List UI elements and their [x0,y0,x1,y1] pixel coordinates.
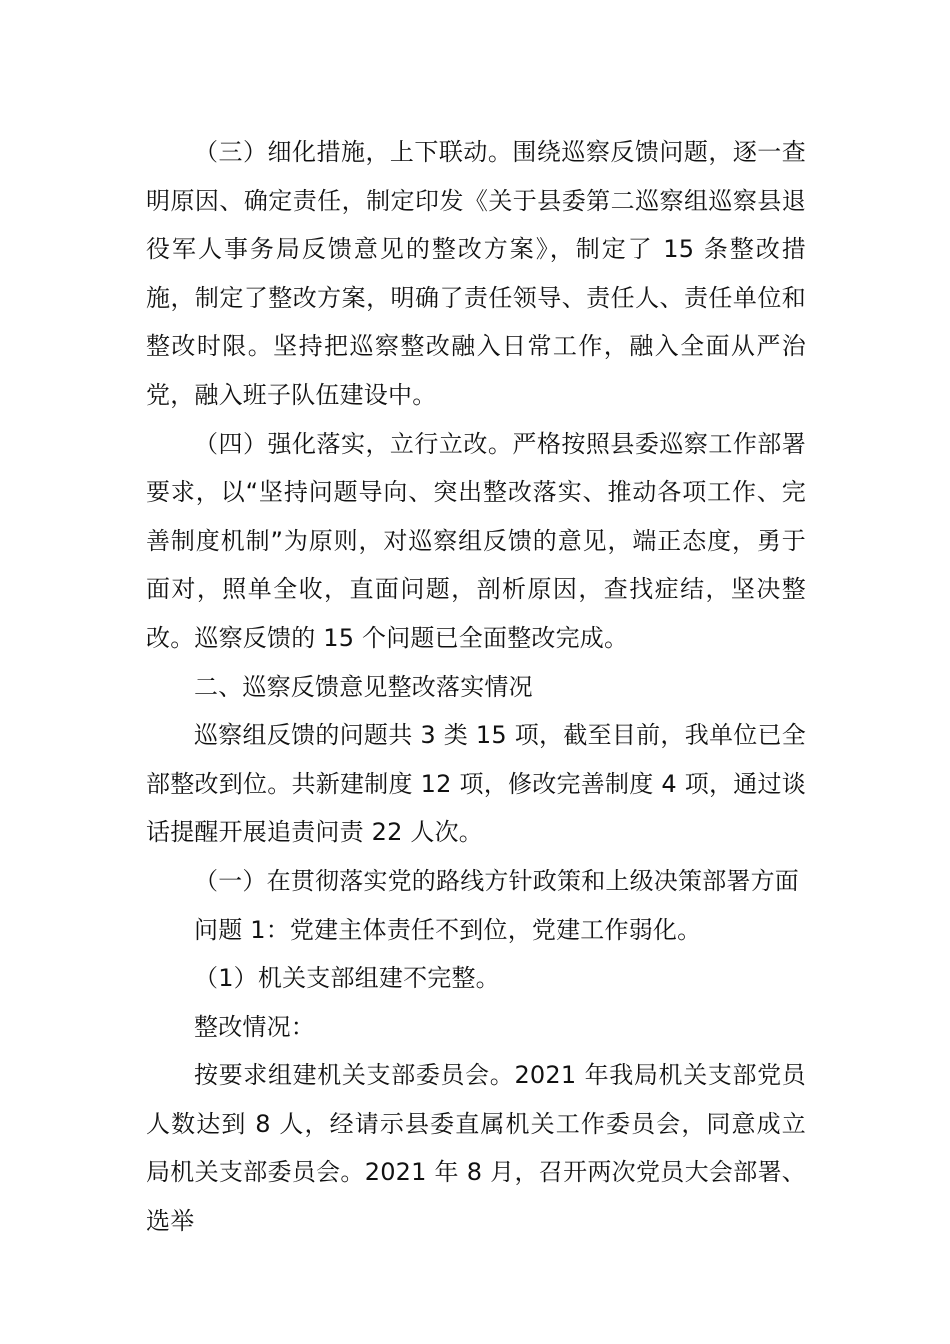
problem-title-1: 问题 1：党建主体责任不到位，党建工作弱化。 [194,915,702,944]
paragraph-measures-three: （三）细化措施，上下联动。围绕巡察反馈问题，逐一查明原因、确定责任，制定印发《关于县委第二巡察组巡察县退役军人事务局反馈意见的整改方案》，制定了 15 条整改措施，制定了整改方案，明确了责任领导、责任人、责任单位和整改时限。坚持把巡察整改融入日常工作，融入全面从严治党，融入班子队伍建设中。 [146,138,806,409]
paragraph-rectification-detail: 按要求组建机关支部委员会。2021 年我局机关支部党员人数达到 8 人，经请示县委直属机关工作委员会，同意成立局机关支部委员会。2021 年 8 月，召开两次党员大会部署、选举 [146,1061,806,1236]
problem-item-1: （1）机关支部组建不完整。 [194,964,500,993]
subsection-heading-one: （一）在贯彻落实党的路线方针政策和上级决策部署方面 [194,866,799,895]
paragraph-summary: 巡察组反馈的问题共 3 类 15 项，截至目前，我单位已全部整改到位。共新建制度 12 项，修改完善制度 4 项，通过谈话提醒开展追责问责 22 人次。 [146,721,806,847]
paragraph-measures-four: （四）强化落实，立行立改。严格按照县委巡察工作部署要求，以“坚持问题导向、突出整改落实、推动各项工作、完善制度机制”为原则，对巡察组反馈的意见，端正态度，勇于面对，照单全收，直面问题，剖析原因，查找症结，坚决整改。巡察反馈的 15 个问题已全面整改完成。 [146,429,806,652]
section-heading-two: 二、巡察反馈意见整改落实情况 [194,672,533,701]
document-page [146,128,806,1246]
rectification-label: 整改情况： [194,1012,315,1041]
